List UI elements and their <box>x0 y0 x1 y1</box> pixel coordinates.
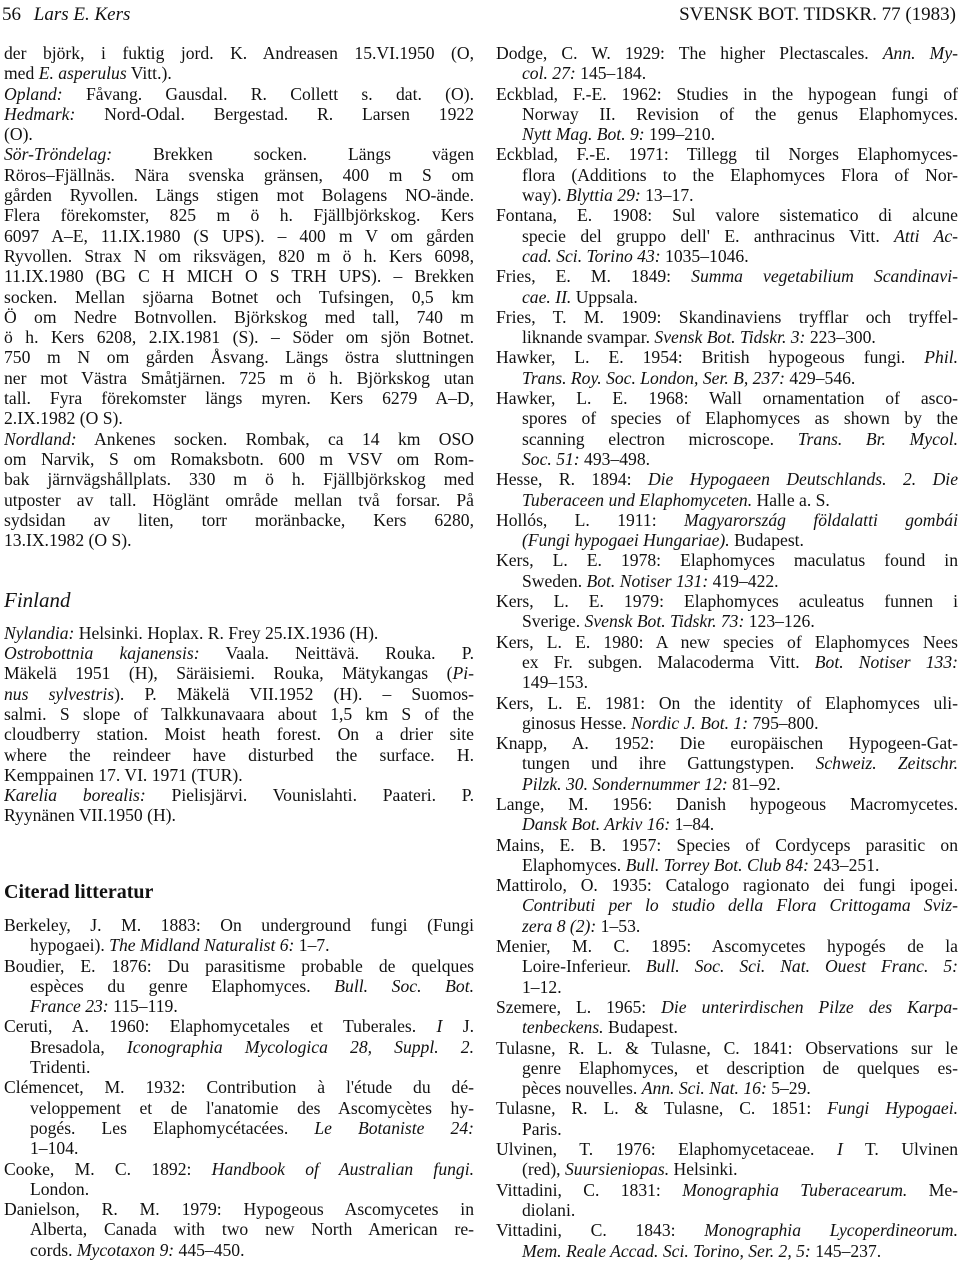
text-line: Clémencet, M. 1932: Contribution à l'étude du dé- <box>4 1077 474 1098</box>
text-line: Eckblad, F.-E. 1971: Tillegg til Norges Elaphomyces- <box>496 144 958 165</box>
text-line: 1–12. <box>522 976 562 997</box>
text-line: Ryvollen. Strax N om riksvägen, 820 m ö h. Kers 6098, <box>4 245 474 266</box>
text-line: Hedmark: Nord-Odal. Bergestad. R. Larsen 1922 <box>4 103 474 124</box>
text-line: Tulasne, R. L. & Tulasne, C. 1841: Observations sur le <box>496 1037 958 1058</box>
text-line: Menier, M. C. 1895: Ascomycetes hypogés de la <box>496 936 958 957</box>
text-line: tenbeckens. Budapest. <box>522 1017 678 1038</box>
text-line: cords. Mycotaxon 9: 445–450. <box>30 1239 245 1260</box>
text-line: Dodge, C. W. 1929: The higher Plectascales. Ann. My- <box>496 43 958 63</box>
text-line: Lange, M. 1956: Danish hypogeous Macromycetes. <box>496 793 958 814</box>
text-line: liknande svampar. Svensk Bot. Tidskr. 3: 223–300. <box>522 327 876 348</box>
text-line: Berkeley, J. M. 1883: On underground fungi (Fungi <box>4 914 474 935</box>
text-line: socken. Mellan sjöarna Botnet och Tufsingen, 0,5 km <box>4 286 474 307</box>
text-line: Knapp, A. 1952: Die europäischen Hypogeen-Gat- <box>496 733 958 754</box>
text-line: ö h. Kers 6208, 2.IX.1981 (S). – Söder om sjön Botnet. <box>4 327 474 348</box>
text-line: Hawker, L. E. 1968: Wall ornamentation of asco- <box>496 388 958 409</box>
text-line: Szemere, L. 1965: Die unterirdischen Pilze des Karpa- <box>496 996 958 1017</box>
text-line: Elaphomyces. Bull. Torrey Bot. Club 84: 243–251. <box>522 854 880 875</box>
text-line: Fontana, E. 1908: Sul valore sistematico di alcune <box>496 205 958 226</box>
text-line: Trans. Roy. Soc. London, Ser. B, 237: 429–546. <box>522 367 856 388</box>
text-line: Bresadola, Iconographia Mycologica 28, Suppl. 2. <box>30 1036 474 1057</box>
text-line: hypogaei). The Midland Naturalist 6: 1–7. <box>30 935 330 956</box>
text-line: Norway II. Revision of the genus Elaphomyces. <box>522 103 958 124</box>
text-line: tungen und ihre Gattungstypen. Schweiz. Zeitschr. <box>522 753 958 774</box>
text-line: 6097 A–E, 11.IX.1980 (S UPS). – 400 m V om gården <box>4 225 474 246</box>
text-line: om Narvik, S om Romaksbotn. 600 m VSV om Rom- <box>4 448 474 469</box>
text-line: (red), Suursieniopas. Helsinki. <box>522 1159 738 1180</box>
text-line: (O). <box>4 124 33 145</box>
text-line: Sverige. Svensk Bot. Tidskr. 73: 123–126. <box>522 611 815 632</box>
text-line: Nytt Mag. Bot. 9: 199–210. <box>522 124 716 145</box>
text-line: 11.IX.1980 (BG C H MICH O S TRH UPS). – Brekken <box>4 266 474 287</box>
specimen-records <box>4 43 474 550</box>
text-line: pèces nouvelles. Ann. Sci. Nat. 16: 5–29. <box>522 1078 811 1099</box>
text-line: Hesse, R. 1894: Die Hypogaeen Deutschlands. 2. Die <box>496 469 958 490</box>
text-line: sydsidan av liten, torr moränbacke, Kers 6280, <box>4 509 474 530</box>
text-line: 750 m N om gården Åsvang. Längs östra sluttningen <box>4 347 474 368</box>
text-line: ner mot Västra Småtjärnen. 725 m ö h. Björkskog utan <box>4 367 474 388</box>
text-line: London. <box>30 1178 90 1199</box>
text-line: Mains, E. B. 1957: Species of Cordyceps parasitic on <box>496 834 958 855</box>
text-line: Fries, E. M. 1849: Summa vegetabilium Scandinavi- <box>496 266 958 287</box>
text-line: France 23: 115–119. <box>30 996 178 1017</box>
text-line: zera 8 (2): 1–53. <box>522 915 641 936</box>
text-line: Kers, L. E. 1980: A new species of Elaphomyces Nees <box>496 631 958 652</box>
text-line: cae. II. Uppsala. <box>522 286 638 307</box>
references-heading: Citerad litteratur <box>4 880 154 903</box>
text-line: Vittadini, C. 1843: Monographia Lycoperdineorum. <box>496 1220 958 1241</box>
text-line: diolani. <box>522 1199 576 1220</box>
text-line: Kemppainen 17. VI. 1971 (TUR). <box>4 764 243 785</box>
text-line: scanning electron microscope. Trans. Br. Mycol. <box>522 428 958 449</box>
text-line: 13.IX.1982 (O S). <box>4 530 132 551</box>
text-line: Opland: Fåvang. Gausdal. R. Collett s. dat. (O). <box>4 83 474 104</box>
text-line: Ryynänen VII.1950 (H). <box>4 805 176 826</box>
text-line: way). Blyttia 29: 13–17. <box>522 185 694 206</box>
text-line: spores of species of Elaphomyces as shown by the <box>522 408 958 429</box>
text-line: Mattirolo, O. 1935: Catalogo ragionato dei fungi ipogei. <box>496 875 958 896</box>
text-line: espèces du genre Elaphomyces. Bull. Soc. Bot. <box>30 975 474 996</box>
text-line: Contributi per lo studio della Flora Crittogama Sviz- <box>522 895 958 916</box>
text-line: nus sylvestris). P. Mäkelä VII.1952 (H). – Suomos- <box>4 683 474 704</box>
text-line: Vittadini, C. 1831: Monographia Tuberacearum. Me- <box>496 1179 958 1200</box>
text-line: where the reindeer have disturbed the surface. H. <box>4 744 474 765</box>
text-line: Soc. 51: 493–498. <box>522 448 651 469</box>
text-line: Dansk Bot. Arkiv 16: 1–84. <box>522 814 715 835</box>
finland-heading: Finland <box>4 588 71 613</box>
text-line: col. 27: 145–184. <box>522 63 647 84</box>
reference-list-left <box>4 915 474 1260</box>
text-line: Mäkelä 1951 (H), Säräisiemi. Rouka, Mätykangas (Pi- <box>4 663 474 684</box>
text-line: cloudberry station. Moist heath forest. On a drier site <box>4 724 474 745</box>
right-column <box>496 43 958 1261</box>
text-line: Hollós, L. 1911: Magyarország földalatti gombái <box>496 509 958 530</box>
journal-citation: SVENSK BOT. TIDSKR. 77 (1983) <box>679 4 956 25</box>
text-line: Tridenti. <box>30 1057 91 1078</box>
text-line: Kers, L. E. 1979: Elaphomyces aculeatus funnen i <box>496 591 958 612</box>
text-line: pogés. Les Elaphomycétacées. Le Botaniste 24: <box>30 1117 474 1138</box>
text-line: Eckblad, F.-E. 1962: Studies in the hypogean fungi of <box>496 83 958 104</box>
text-line: Nylandia: Helsinki. Hoplax. R. Frey 25.IX.1936 (H). <box>4 622 379 643</box>
text-line: Cooke, M. C. 1892: Handbook of Australian fungi. <box>4 1158 474 1179</box>
text-line: Fries, T. M. 1909: Skandinaviens tryfflar och tryffel- <box>496 306 958 327</box>
text-line: salmi. S slope of Talkkunavaara about 1,5 km S of the <box>4 703 474 724</box>
text-line: tall. Fyra förekomster längs myren. Kers 6279 A–D, <box>4 388 474 409</box>
text-line: med E. asperulus Vitt.). <box>4 63 172 84</box>
text-line: specie del gruppo dell' E. anthracinus Vitt. Atti Ac- <box>522 225 958 246</box>
text-line: Sweden. Bot. Notiser 131: 419–422. <box>522 570 779 591</box>
text-line: Mem. Reale Accad. Sci. Torino, Ser. 2, 5: 145–237. <box>522 1240 882 1261</box>
running-author: Lars E. Kers <box>33 4 131 25</box>
text-line: Tuberaceen und Elaphomyceten. Halle a. S. <box>522 489 830 510</box>
text-line: Paris. <box>522 1118 562 1139</box>
text-line: Loire-Inferieur. Bull. Soc. Sci. Nat. Ouest Franc. 5: <box>522 956 958 977</box>
left-column <box>4 43 474 1260</box>
text-line: Sör-Tröndelag: Brekken socken. Längs vägen <box>4 144 474 165</box>
text-line: Karelia borealis: Pielisjärvi. Vounislahti. Paateri. P. <box>4 785 474 806</box>
text-line: der björk, i fuktig jord. K. Andreasen 15.VI.1950 (O, <box>4 43 474 63</box>
text-line: gården Ryvollen. Längs stigen mot Bolagens NO-ände. <box>4 185 474 206</box>
text-line: genre Elaphomyces, et description de quelques es- <box>522 1057 958 1078</box>
text-line: Alberta, Canada with two new North American re- <box>30 1219 474 1240</box>
text-line: 2.IX.1982 (O S). <box>4 408 123 429</box>
text-line: Kers, L. E. 1978: Elaphomyces maculatus found in <box>496 550 958 571</box>
header-left <box>2 4 130 26</box>
text-line: Danielson, R. M. 1979: Hypogeous Ascomycetes in <box>4 1199 474 1220</box>
text-line: Ö om Nedre Botnvollen. Björkskog med tall, 740 m <box>4 306 474 327</box>
text-line: Röros–Fjällnäs. Nära svenska gränsen, 400 m S om <box>4 164 474 185</box>
text-line: Ostrobottnia kajanensis: Vaala. Neittävä. Rouka. P. <box>4 643 474 664</box>
text-line: flora (Additions to the Elaphomyces Flora of Nor- <box>522 164 958 185</box>
reference-list-right <box>496 43 958 1261</box>
text-line: bak järnvägshållplats. 330 m ö h. Fjällbjörkskog med <box>4 469 474 490</box>
text-line: Hawker, L. E. 1954: British hypogeous fungi. Phil. <box>496 347 958 368</box>
text-line: Tulasne, R. L. & Tulasne, C. 1851: Fungi Hypogaei. <box>496 1098 958 1119</box>
text-line: 149–153. <box>522 672 588 693</box>
text-line: veloppement et de l'anatomie des Ascomycètes hy- <box>30 1097 474 1118</box>
text-line: 1–104. <box>30 1138 79 1159</box>
text-line: Ulvinen, T. 1976: Elaphomycetaceae. I T. Ulvinen <box>496 1139 958 1160</box>
text-line: ex Fr. subgen. Malacoderma Vitt. Bot. Notiser 133: <box>522 651 958 672</box>
text-line: (Fungi hypogaei Hungariae). Budapest. <box>522 530 804 551</box>
text-line: ginosus Hesse. Nordic J. Bot. 1: 795–800. <box>522 712 819 733</box>
page-header <box>0 4 960 30</box>
text-line: Pilzk. 30. Sondernummer 12: 81–92. <box>522 773 781 794</box>
text-line: Ceruti, A. 1960: Elaphomycetales et Tuberales. I J. <box>4 1016 474 1037</box>
finland-records <box>4 623 474 826</box>
text-line: Flera förekomster, 825 m ö h. Fjällbjörkskog. Kers <box>4 205 474 226</box>
text-line: Kers, L. E. 1981: On the identity of Elaphomyces uli- <box>496 692 958 713</box>
text-line: utposter av tall. Höglänt område mellan två forsar. På <box>4 489 474 510</box>
text-line: Nordland: Ankenes socken. Rombak, ca 14 km OSO <box>4 428 474 449</box>
text-line: cad. Sci. Torino 43: 1035–1046. <box>522 245 749 266</box>
text-line: Boudier, E. 1876: Du parasitisme probable de quelques <box>4 955 474 976</box>
page-number: 56 <box>2 4 21 25</box>
